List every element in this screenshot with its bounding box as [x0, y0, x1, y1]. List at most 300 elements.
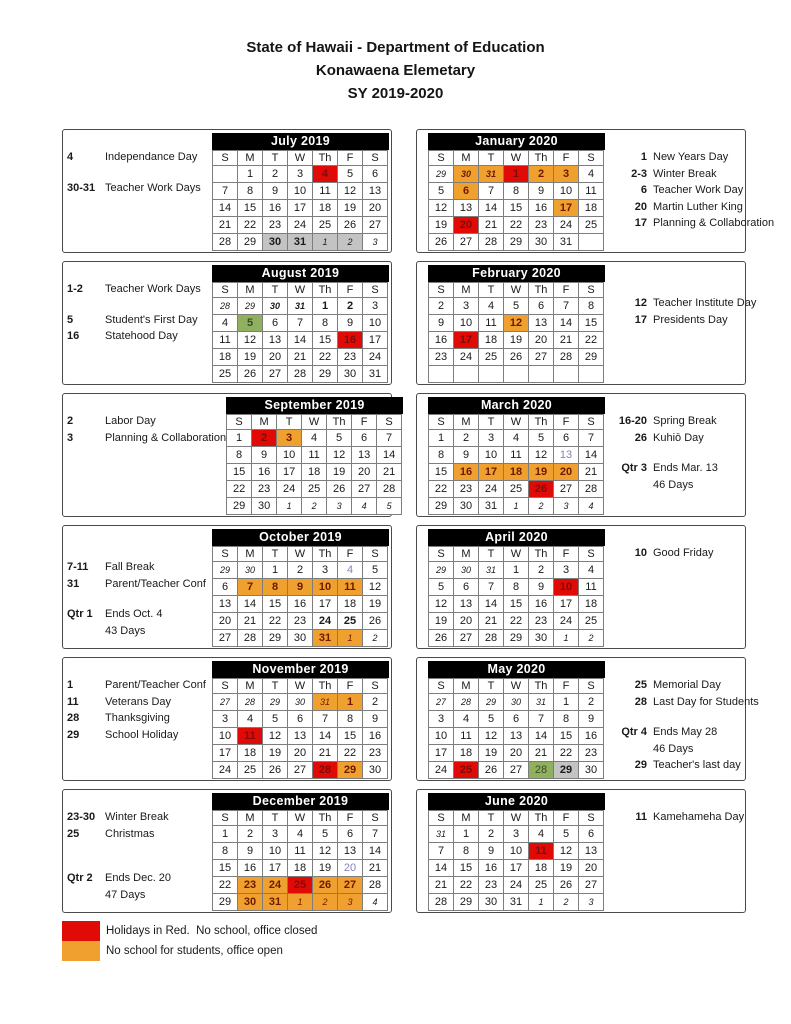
calendar-row: [62, 525, 746, 649]
day-cell-15: 15: [579, 315, 604, 332]
day-cell-18: 18: [579, 200, 604, 217]
weekday-header-row: [213, 151, 388, 166]
week-row: [213, 613, 388, 630]
day-cell-22: 22: [338, 745, 363, 762]
annotation-days: 29: [634, 759, 647, 771]
week-row: [213, 234, 388, 251]
day-cell-24: 24: [554, 217, 579, 234]
annotation: [611, 724, 759, 741]
day-cell-13: 13: [529, 315, 554, 332]
calendar-november-2019: [212, 661, 389, 780]
day-cell-27: 27: [213, 694, 238, 711]
empty-cell: [479, 366, 504, 383]
day-cell-7: 7: [429, 843, 454, 860]
day-cell-4: 4: [238, 711, 263, 728]
annotation-days: 25: [67, 827, 80, 840]
day-cell-12: 12: [479, 728, 504, 745]
day-cell-1: 1: [454, 826, 479, 843]
day-cell-1: 1: [504, 166, 529, 183]
day-cell-16: 16: [263, 200, 288, 217]
week-row: [213, 843, 388, 860]
day-cell-29: 29: [213, 894, 238, 911]
weekday-header: M: [238, 811, 263, 826]
day-cell-6: 6: [554, 430, 579, 447]
calendar-september-2019: [226, 397, 403, 516]
day-cell-21: 21: [529, 745, 554, 762]
day-cell-3: 3: [363, 298, 388, 315]
day-cell-26: 26: [327, 481, 352, 498]
day-cell-14: 14: [579, 447, 604, 464]
weekday-header: F: [554, 283, 579, 298]
weekday-header-row: [227, 415, 402, 430]
day-cell-18: 18: [454, 745, 479, 762]
annotation-label: Last Day for Students: [653, 695, 759, 708]
day-cell-4: 4: [352, 498, 377, 515]
day-cell-28: 28: [238, 630, 263, 647]
weekday-header: F: [554, 811, 579, 826]
legend-row-red: [62, 921, 791, 941]
day-cell-16: 16: [252, 464, 277, 481]
day-cell-15: 15: [238, 200, 263, 217]
day-cell-24: 24: [554, 613, 579, 630]
day-cell-24: 24: [263, 877, 288, 894]
day-cell-9: 9: [579, 711, 604, 728]
day-cell-23: 23: [429, 349, 454, 366]
day-cell-31: 31: [429, 826, 454, 843]
day-cell-4: 4: [313, 166, 338, 183]
day-cell-9: 9: [429, 315, 454, 332]
annotation: [611, 182, 774, 199]
day-cell-25: 25: [302, 481, 327, 498]
annotation-days: 1-2: [67, 283, 83, 295]
day-cell-11: 11: [579, 183, 604, 200]
day-cell-29: 29: [454, 894, 479, 911]
month-title: August 2019: [212, 265, 389, 282]
annotation-label: Student's First Day: [105, 313, 198, 326]
day-cell-8: 8: [554, 711, 579, 728]
day-cell-29: 29: [263, 630, 288, 647]
day-cell-17: 17: [554, 200, 579, 217]
annotation: [67, 149, 212, 166]
week-row: [213, 183, 388, 200]
calendar-april-2020: [428, 529, 605, 648]
calendar-row: [62, 657, 759, 781]
weekday-header: F: [554, 415, 579, 430]
annotation-spacer: [611, 446, 743, 460]
day-cell-27: 27: [263, 366, 288, 383]
annotation-days: 11: [635, 811, 647, 823]
legend-label: No school for students, office open: [106, 945, 283, 957]
day-cell-21: 21: [363, 860, 388, 877]
day-cell-5: 5: [529, 430, 554, 447]
day-cell-25: 25: [288, 877, 313, 894]
day-cell-22: 22: [454, 877, 479, 894]
month-title: December 2019: [212, 793, 389, 810]
day-cell-9: 9: [454, 447, 479, 464]
weekday-header: S: [579, 547, 604, 562]
weekday-header: T: [479, 151, 504, 166]
day-cell-30: 30: [252, 498, 277, 515]
calendar-june-2020: [428, 793, 605, 912]
day-cell-2: 2: [338, 298, 363, 315]
day-cell-25: 25: [213, 366, 238, 383]
weekday-header: S: [429, 811, 454, 826]
annotation: [611, 430, 743, 447]
annotation-days: [611, 477, 647, 494]
day-cell-13: 13: [213, 596, 238, 613]
annotation-label: 43 Days: [105, 624, 146, 637]
month-panel-april-2020: [416, 525, 746, 649]
day-cell-3: 3: [363, 234, 388, 251]
annotation-days: 31: [67, 577, 80, 590]
annotation: [67, 887, 212, 904]
annotation-days: 1: [640, 151, 647, 163]
day-cell-14: 14: [529, 728, 554, 745]
day-cell-6: 6: [504, 711, 529, 728]
weekday-header: F: [554, 547, 579, 562]
day-cell-30: 30: [454, 498, 479, 515]
day-cell-22: 22: [429, 481, 454, 498]
annotation: [611, 199, 774, 216]
day-cell-18: 18: [238, 745, 263, 762]
weekday-header: S: [579, 151, 604, 166]
day-cell-7: 7: [288, 315, 313, 332]
week-row: [429, 430, 604, 447]
day-cell-28: 28: [313, 762, 338, 779]
annotation-label: Memorial Day: [653, 679, 721, 691]
day-cell-9: 9: [363, 711, 388, 728]
day-cell-11: 11: [579, 579, 604, 596]
day-cell-7: 7: [213, 183, 238, 200]
calendar-december-2019: [212, 793, 389, 912]
day-cell-10: 10: [454, 315, 479, 332]
month-grid: [212, 810, 388, 911]
day-cell-29: 29: [554, 762, 579, 779]
annotation: [611, 215, 774, 232]
annotation-spacer: [611, 281, 756, 295]
week-row: [429, 217, 604, 234]
day-cell-26: 26: [504, 349, 529, 366]
day-cell-28: 28: [479, 234, 504, 251]
legend: [62, 921, 791, 961]
day-cell-9: 9: [252, 447, 277, 464]
day-cell-8: 8: [238, 183, 263, 200]
day-cell-31: 31: [263, 894, 288, 911]
day-cell-4: 4: [504, 430, 529, 447]
weekday-header: T: [479, 283, 504, 298]
month-panel-september-2019: [62, 393, 396, 517]
day-cell-8: 8: [338, 711, 363, 728]
day-cell-1: 1: [529, 894, 554, 911]
week-row: [429, 481, 604, 498]
week-row: [213, 562, 388, 579]
weekday-header: Th: [313, 547, 338, 562]
week-row: [213, 694, 388, 711]
day-cell-5: 5: [263, 711, 288, 728]
day-cell-16: 16: [529, 200, 554, 217]
day-cell-29: 29: [579, 349, 604, 366]
weekday-header-row: [429, 151, 604, 166]
day-cell-24: 24: [363, 349, 388, 366]
month-grid: [212, 546, 388, 647]
calendar-january-2020: [428, 133, 605, 252]
week-row: [429, 843, 604, 860]
annotation-label: Kamehameha Day: [653, 811, 745, 823]
month-title: July 2019: [212, 133, 389, 150]
week-row: [213, 596, 388, 613]
weekday-header: T: [479, 547, 504, 562]
day-cell-28: 28: [454, 694, 479, 711]
day-cell-30: 30: [529, 630, 554, 647]
day-cell-8: 8: [579, 298, 604, 315]
month-title: March 2020: [428, 397, 605, 414]
day-cell-29: 29: [429, 498, 454, 515]
day-cell-14: 14: [479, 200, 504, 217]
month-annotations: [611, 529, 743, 648]
weekday-header: F: [554, 679, 579, 694]
day-cell-1: 1: [429, 430, 454, 447]
weekday-header: M: [238, 151, 263, 166]
calendar-row: [62, 261, 757, 385]
weekday-header: W: [288, 283, 313, 298]
weekday-header: F: [338, 283, 363, 298]
weekday-header: Th: [313, 679, 338, 694]
day-cell-18: 18: [213, 349, 238, 366]
day-cell-2: 2: [313, 894, 338, 911]
day-cell-21: 21: [238, 613, 263, 630]
weekday-header: Th: [313, 811, 338, 826]
day-cell-28: 28: [554, 349, 579, 366]
day-cell-12: 12: [529, 447, 554, 464]
day-cell-14: 14: [479, 596, 504, 613]
week-row: [227, 481, 402, 498]
day-cell-26: 26: [429, 234, 454, 251]
day-cell-19: 19: [554, 860, 579, 877]
annotation-label: Winter Break: [653, 167, 717, 180]
day-cell-12: 12: [313, 843, 338, 860]
annotation-days: 29: [67, 728, 80, 741]
week-row: [213, 745, 388, 762]
annotation: [67, 623, 212, 640]
day-cell-24: 24: [288, 217, 313, 234]
day-cell-5: 5: [313, 826, 338, 843]
day-cell-1: 1: [313, 234, 338, 251]
annotation-spacer: [67, 545, 212, 559]
annotation: [611, 166, 774, 183]
weekday-header: S: [213, 547, 238, 562]
day-cell-31: 31: [288, 234, 313, 251]
day-cell-28: 28: [479, 630, 504, 647]
empty-cell: [504, 366, 529, 383]
annotation-spacer: [611, 710, 759, 724]
day-cell-6: 6: [529, 298, 554, 315]
month-grid: [212, 282, 388, 383]
day-cell-28: 28: [377, 481, 402, 498]
day-cell-2: 2: [529, 166, 554, 183]
annotation: [611, 809, 744, 826]
week-row: [213, 332, 388, 349]
day-cell-20: 20: [454, 217, 479, 234]
day-cell-31: 31: [313, 694, 338, 711]
day-cell-4: 4: [479, 298, 504, 315]
weekday-header-row: [429, 679, 604, 694]
calendar-row: [62, 789, 746, 913]
day-cell-18: 18: [529, 860, 554, 877]
annotation-days: 17: [634, 217, 647, 229]
header-line-school-year: SY 2019-2020: [347, 85, 444, 102]
annotation: [67, 559, 212, 576]
annotation-days: [67, 887, 99, 904]
day-cell-30: 30: [263, 234, 288, 251]
day-cell-19: 19: [429, 217, 454, 234]
day-cell-2: 2: [263, 166, 288, 183]
day-cell-30: 30: [338, 366, 363, 383]
annotation-label: Teacher Institute Day: [653, 297, 757, 309]
day-cell-27: 27: [554, 481, 579, 498]
annotation-label: 46 Days: [653, 742, 694, 755]
day-cell-16: 16: [454, 464, 479, 481]
day-cell-28: 28: [288, 366, 313, 383]
day-cell-28: 28: [579, 481, 604, 498]
day-cell-25: 25: [504, 481, 529, 498]
annotation-days: [67, 623, 99, 640]
annotation-label: Ends Mar. 13: [653, 462, 718, 474]
empty-cell: [454, 366, 479, 383]
annotation: [67, 430, 226, 447]
weekday-header-row: [213, 811, 388, 826]
day-cell-2: 2: [479, 826, 504, 843]
week-row: [213, 579, 388, 596]
day-cell-10: 10: [504, 843, 529, 860]
week-row: [213, 217, 388, 234]
day-cell-18: 18: [288, 860, 313, 877]
day-cell-5: 5: [554, 826, 579, 843]
day-cell-5: 5: [338, 166, 363, 183]
day-cell-31: 31: [554, 234, 579, 251]
day-cell-30: 30: [454, 166, 479, 183]
day-cell-17: 17: [479, 464, 504, 481]
day-cell-1: 1: [554, 694, 579, 711]
weekday-header: Th: [529, 283, 554, 298]
month-panel-march-2020: [416, 393, 746, 517]
weekday-header: Th: [529, 415, 554, 430]
weekday-header: Th: [327, 415, 352, 430]
day-cell-11: 11: [288, 843, 313, 860]
day-cell-25: 25: [338, 613, 363, 630]
day-cell-16: 16: [579, 728, 604, 745]
annotation: [67, 826, 212, 843]
calendar-october-2019: [212, 529, 389, 648]
weekday-header: M: [454, 811, 479, 826]
annotation-label: Teacher Work Days: [105, 181, 201, 194]
annotation: [611, 477, 743, 494]
weekday-header: S: [579, 811, 604, 826]
day-cell-2: 2: [288, 562, 313, 579]
day-cell-10: 10: [554, 183, 579, 200]
annotation-days: 28: [67, 712, 80, 724]
day-cell-15: 15: [263, 596, 288, 613]
day-cell-4: 4: [302, 430, 327, 447]
annotation-label: Good Friday: [653, 547, 714, 559]
day-cell-9: 9: [238, 843, 263, 860]
day-cell-27: 27: [338, 877, 363, 894]
week-row: [429, 877, 604, 894]
day-cell-22: 22: [504, 613, 529, 630]
weekday-header-row: [213, 283, 388, 298]
annotation-label: Ends Oct. 4: [105, 608, 163, 620]
weekday-header: S: [429, 679, 454, 694]
weekday-header: S: [227, 415, 252, 430]
day-cell-2: 2: [579, 630, 604, 647]
day-cell-4: 4: [338, 562, 363, 579]
week-row: [429, 630, 604, 647]
day-cell-12: 12: [327, 447, 352, 464]
week-row: [429, 315, 604, 332]
day-cell-30: 30: [363, 762, 388, 779]
week-row: [429, 366, 604, 383]
week-row: [429, 464, 604, 481]
week-row: [429, 728, 604, 745]
weekday-header: W: [288, 547, 313, 562]
annotation: [67, 677, 212, 694]
day-cell-28: 28: [213, 298, 238, 315]
annotation-label: Spring Break: [653, 415, 717, 427]
month-title: January 2020: [428, 133, 605, 150]
annotation-days: 2: [67, 415, 74, 427]
weekday-header: T: [479, 811, 504, 826]
day-cell-3: 3: [554, 166, 579, 183]
month-title: February 2020: [428, 265, 605, 282]
day-cell-29: 29: [263, 694, 288, 711]
week-row: [227, 464, 402, 481]
annotation: [611, 757, 759, 774]
annotation-label: Thanksgiving: [105, 712, 170, 724]
day-cell-1: 1: [554, 630, 579, 647]
day-cell-4: 4: [454, 711, 479, 728]
day-cell-7: 7: [479, 183, 504, 200]
weekday-header-row: [429, 283, 604, 298]
day-cell-27: 27: [352, 481, 377, 498]
day-cell-16: 16: [363, 728, 388, 745]
day-cell-11: 11: [302, 447, 327, 464]
day-cell-21: 21: [579, 464, 604, 481]
day-cell-1: 1: [338, 694, 363, 711]
day-cell-23: 23: [454, 481, 479, 498]
month-panel-december-2019: [62, 789, 392, 913]
annotation: [611, 295, 756, 312]
day-cell-1: 1: [313, 298, 338, 315]
annotation-days: Qtr 2: [67, 872, 93, 884]
day-cell-3: 3: [288, 166, 313, 183]
weekday-header: W: [288, 811, 313, 826]
day-cell-20: 20: [263, 349, 288, 366]
month-annotations: [67, 133, 212, 252]
day-cell-18: 18: [302, 464, 327, 481]
annotation-days: 6: [640, 184, 647, 196]
day-cell-23: 23: [238, 877, 263, 894]
day-cell-11: 11: [338, 579, 363, 596]
day-cell-11: 11: [529, 843, 554, 860]
day-cell-3: 3: [479, 430, 504, 447]
annotation-spacer: [67, 842, 212, 856]
day-cell-16: 16: [338, 332, 363, 349]
day-cell-3: 3: [313, 562, 338, 579]
weekday-header: T: [263, 547, 288, 562]
day-cell-18: 18: [504, 464, 529, 481]
weekday-header: W: [504, 151, 529, 166]
week-row: [429, 562, 604, 579]
day-cell-25: 25: [454, 762, 479, 779]
